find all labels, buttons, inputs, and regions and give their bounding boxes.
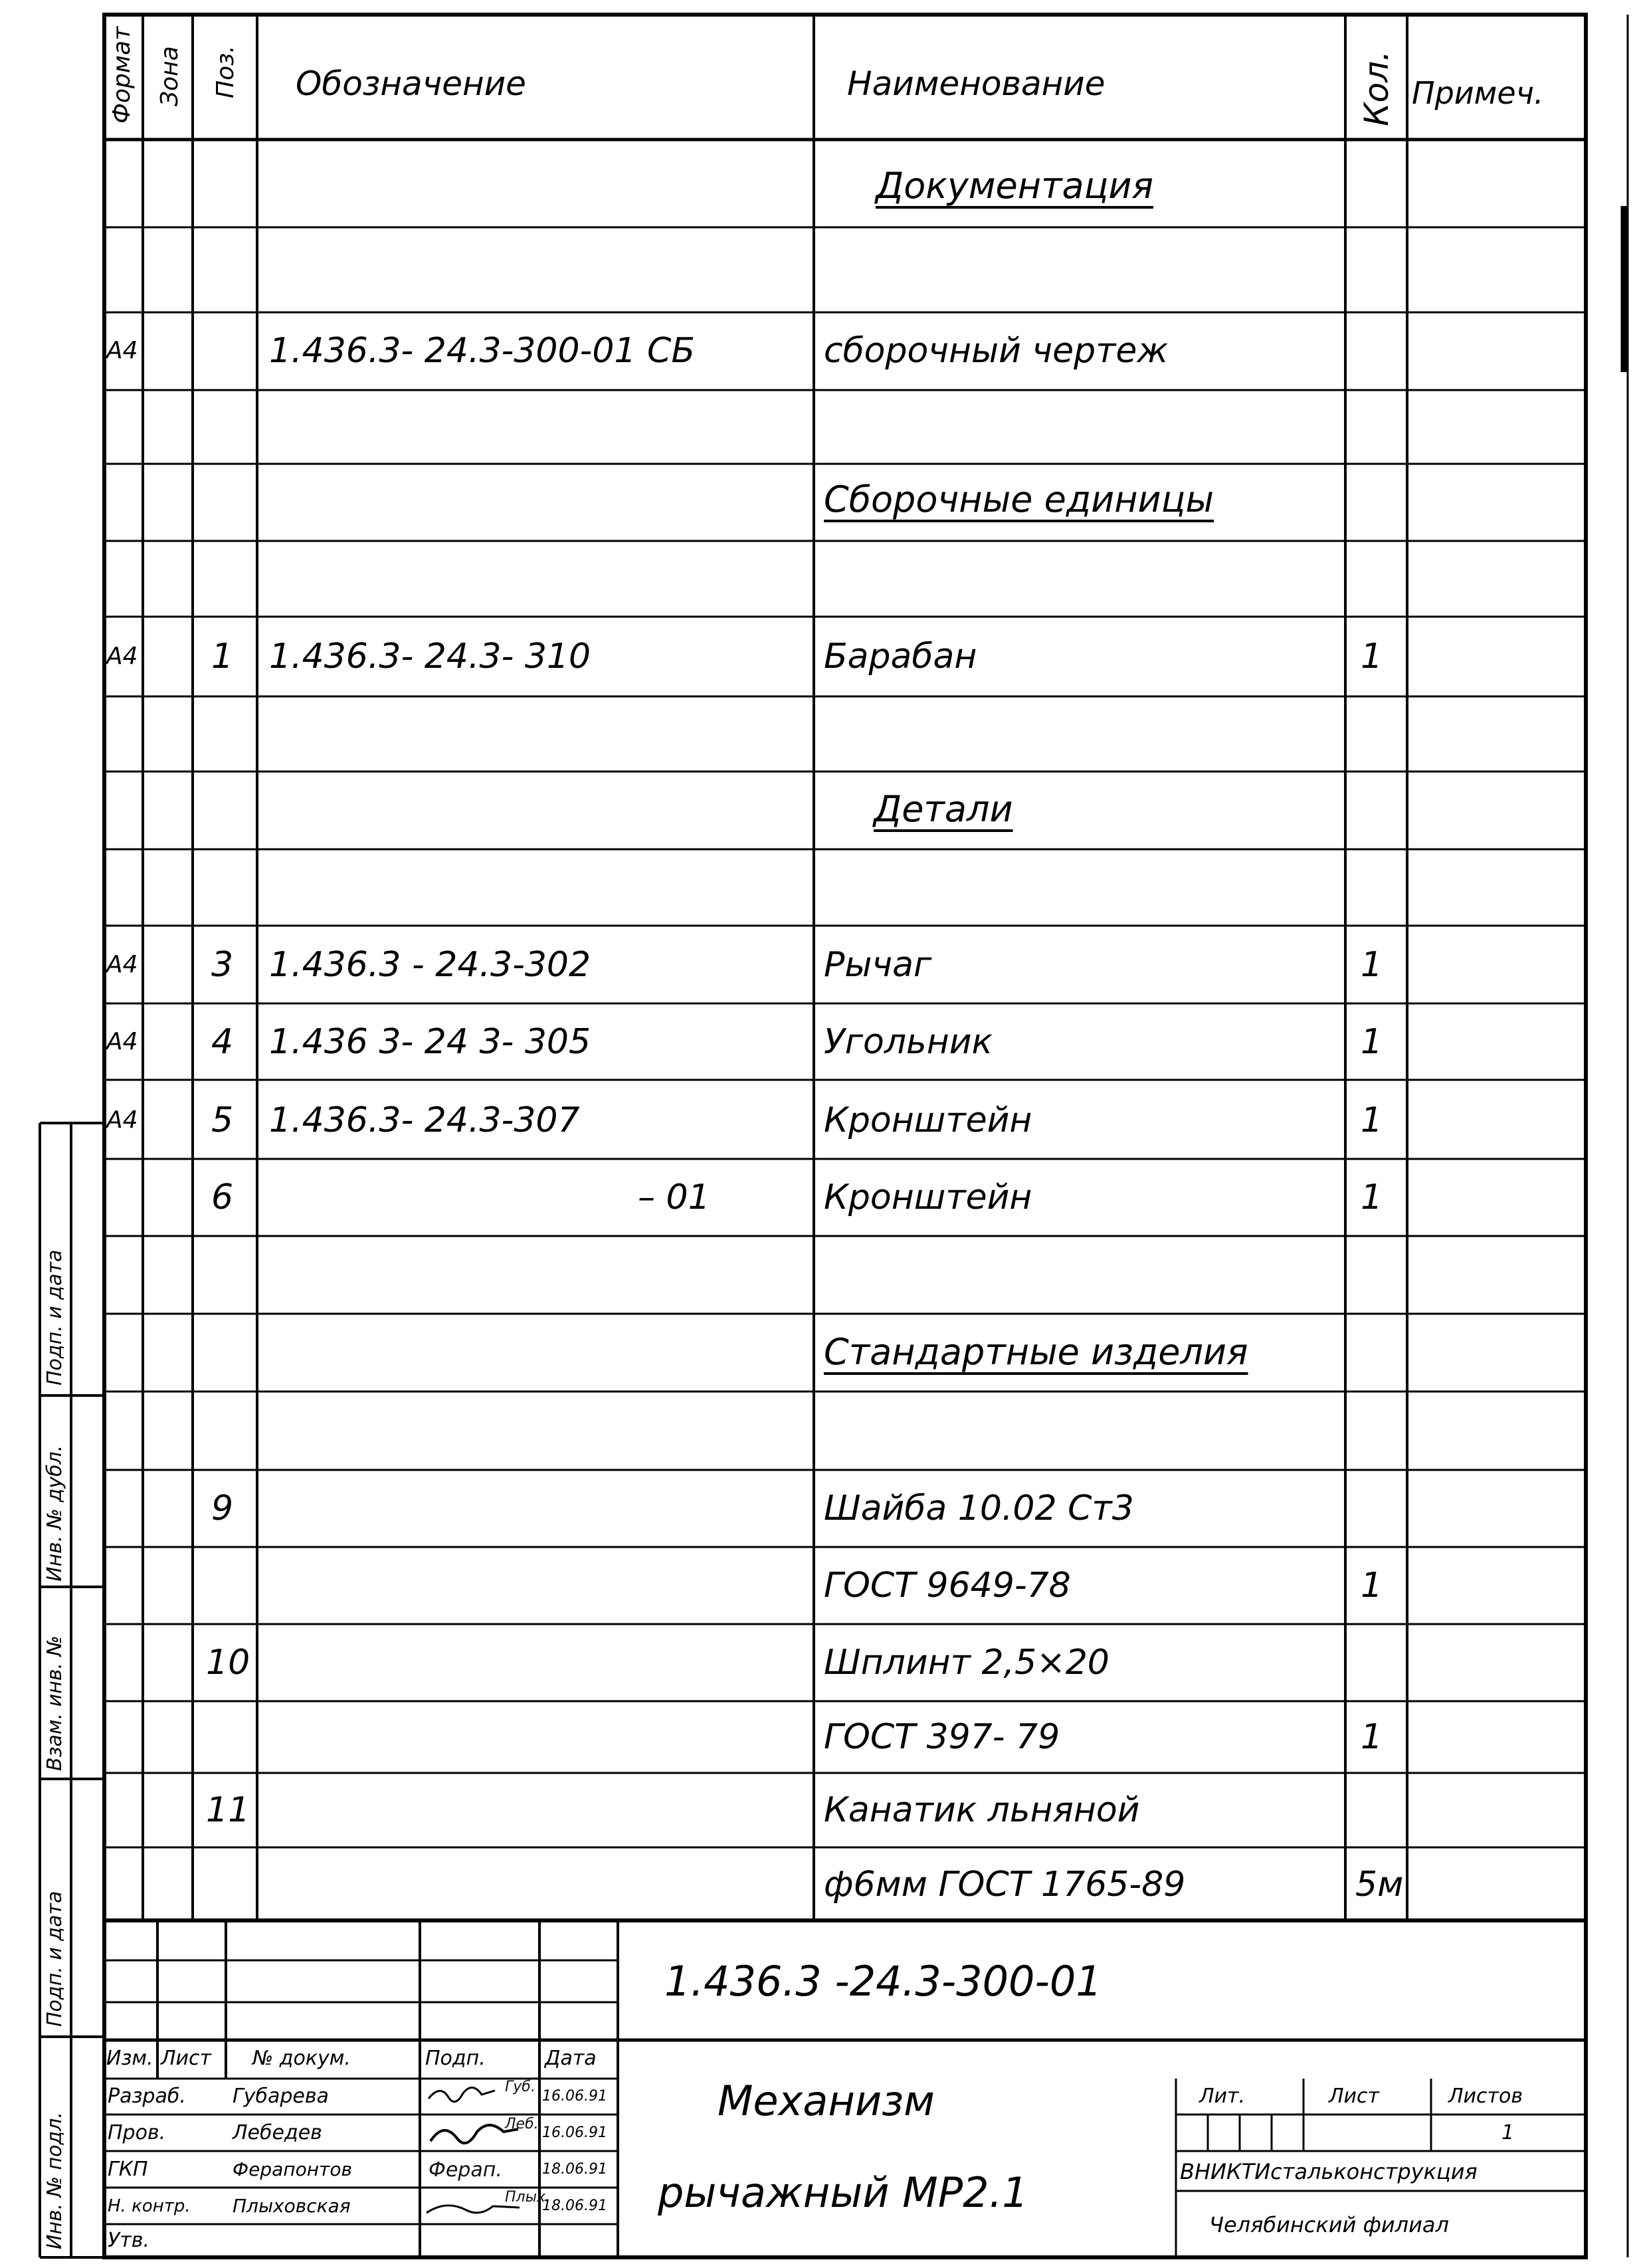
sign-2: Леб. <box>505 2116 539 2132</box>
row4-designation: 1.436 3- 24 3- 305 <box>269 1022 591 1062</box>
row6-pos: 6 <box>211 1178 234 1217</box>
name-2: Лебедев <box>233 2121 322 2144</box>
side-inv-dubl: Инв. № дубл. <box>43 1445 66 1582</box>
sign-1: Губ. <box>505 2079 535 2095</box>
date-1: 16.06.91 <box>542 2088 607 2105</box>
row3-format: А4 <box>106 951 138 978</box>
row2-pos: 1 <box>211 637 234 676</box>
row2-designation: 1.436.3- 24.3- 310 <box>269 637 591 676</box>
row5-qty: 1 <box>1361 1100 1383 1140</box>
lit-label: Лит. <box>1199 2085 1246 2108</box>
sheet-label: Лист <box>1329 2085 1380 2108</box>
row5-format: А4 <box>106 1106 138 1134</box>
row6-name: Кронштейн <box>824 1178 1032 1217</box>
role-4: Н. контр. <box>108 2196 191 2216</box>
row5-designation: 1.436.3- 24.3-307 <box>269 1100 580 1140</box>
col-data: Дата <box>545 2047 597 2070</box>
row6-qty: 1 <box>1361 1178 1383 1217</box>
row3-designation: 1.436.3 - 24.3-302 <box>269 945 591 985</box>
sheets-value: 1 <box>1501 2121 1515 2144</box>
sign-4: Плых. <box>505 2189 550 2206</box>
row7-pos: 9 <box>211 1489 234 1528</box>
col-podp: Подп. <box>425 2047 486 2070</box>
row4-pos: 4 <box>211 1022 234 1062</box>
side-inv-podl: Инв. № подл. <box>43 2112 66 2249</box>
date-3: 18.06.91 <box>542 2161 607 2178</box>
name-4: Плыховская <box>233 2195 351 2217</box>
title-line-2: рычажный МР2.1 <box>658 2168 1028 2217</box>
side-podp-data-2: Подп. и дата <box>43 1891 66 2027</box>
row5-pos: 5 <box>211 1100 234 1140</box>
doc-number: 1.436.3 -24.3-300-01 <box>664 1957 1102 2006</box>
header-name: Наименование <box>847 64 1106 103</box>
row2-format: А4 <box>106 643 138 670</box>
header-note: Примеч. <box>1412 75 1544 111</box>
header-pos: Поз. <box>212 45 239 98</box>
date-2: 16.06.91 <box>542 2124 607 2141</box>
row3-pos: 3 <box>211 945 234 985</box>
row5-name: Кронштейн <box>824 1100 1032 1140</box>
role-5: Утв. <box>108 2229 149 2252</box>
name-3: Ферапонтов <box>233 2158 352 2180</box>
org-line-2: Челябинский филиал <box>1209 2212 1449 2237</box>
row1-format: А4 <box>106 337 138 364</box>
sign-3: Ферап. <box>429 2158 502 2182</box>
side-vzam-inv: Взам. инв. № <box>43 1635 66 1771</box>
row7-name: Шайба 10.02 Ст3 <box>824 1489 1134 1528</box>
sign-1-mark <box>429 2087 495 2101</box>
row8-pos: 10 <box>206 1643 250 1683</box>
org-line-1: ВНИКТИстальконструкция <box>1180 2159 1478 2184</box>
row9-name: Канатик льняной <box>824 1790 1140 1830</box>
section-assemblies: Сборочные единицы <box>824 478 1214 520</box>
section-standard: Стандартные изделия <box>824 1331 1248 1373</box>
row7-name-line2: ГОСТ 9649-78 <box>824 1566 1071 1605</box>
role-2: Пров. <box>108 2121 166 2144</box>
row9-pos: 11 <box>206 1790 250 1830</box>
row4-format: А4 <box>106 1028 138 1055</box>
row6-designation: – 01 <box>638 1178 710 1217</box>
header-designation: Обозначение <box>296 64 526 103</box>
row4-name: Угольник <box>824 1022 993 1062</box>
row7-qty: 1 <box>1361 1566 1383 1605</box>
row2-qty: 1 <box>1361 637 1383 676</box>
sheets-label: Листов <box>1448 2085 1523 2108</box>
role-3: ГКП <box>108 2158 148 2181</box>
title-line-1: Механизм <box>718 2077 935 2125</box>
section-parts: Детали <box>874 788 1013 830</box>
row2-name: Барабан <box>824 637 977 676</box>
col-izm: Изм. <box>106 2047 153 2070</box>
header-format: Формат <box>108 26 136 124</box>
row3-qty: 1 <box>1361 945 1383 985</box>
name-1: Губарева <box>233 2085 329 2108</box>
header-zone: Зона <box>156 46 183 106</box>
date-4: 18.06.91 <box>542 2198 607 2214</box>
row8-qty: 1 <box>1361 1717 1383 1757</box>
section-documentation: Документация <box>876 165 1153 207</box>
col-list: Лист <box>161 2047 212 2070</box>
row1-designation: 1.436.3- 24.3-300-01 СБ <box>269 331 696 371</box>
sign-4-mark <box>427 2206 520 2213</box>
row8-name-line2: ГОСТ 397- 79 <box>824 1717 1060 1757</box>
row9-name-line2: ф6мм ГОСТ 1765-89 <box>824 1865 1186 1905</box>
role-1: Разраб. <box>108 2085 186 2108</box>
row9-qty: 5м <box>1355 1865 1404 1905</box>
header-qty: Кол. <box>1357 51 1396 126</box>
side-podp-data-1: Подп. и дата <box>43 1249 66 1386</box>
row1-name: сборочный чертеж <box>824 331 1169 371</box>
col-docum: № докум. <box>252 2047 351 2070</box>
row8-name: Шплинт 2,5×20 <box>824 1643 1109 1683</box>
row4-qty: 1 <box>1361 1022 1383 1062</box>
row3-name: Рычаг <box>824 945 932 985</box>
